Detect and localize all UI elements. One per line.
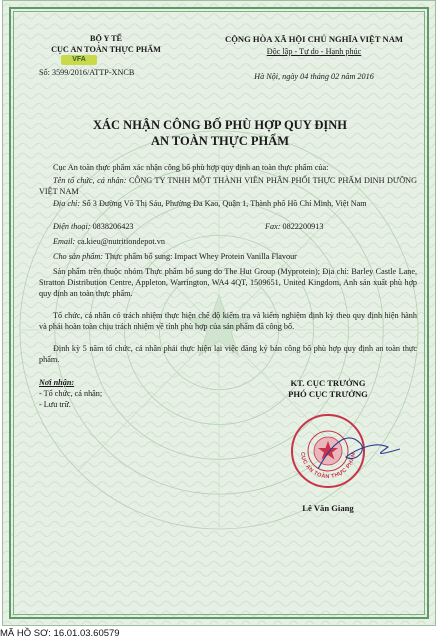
national-motto: Độc lập - Tự do - Hạnh phúc [266,47,362,56]
responsibility-paragraph: Tổ chức, cá nhân có trách nhiệm thực hiện chế độ kiểm tra và kiểm nghiệm định kỳ theo quy định hiện hành và phải hoàn toàn chịu trách nhiệm về tính phù hợp của sản phẩm đã công bố. [39,311,417,331]
product-label: Cho sản phẩm: [53,252,104,261]
fax-field [265,221,415,232]
certificate-document [2,0,436,626]
product-value: Thực phẩm bổ sung: Impact Whey Protein Vanilla Flavour [104,252,297,261]
email-field [39,236,417,247]
intro-text: Cục An toàn thực phẩm xác nhận công bố phù hợp quy định an toàn thực phẩm của: [53,163,329,172]
dossier-code: MÃ HỒ SƠ: 16.01.03.60579 [0,628,120,639]
recipients-label: Nơi nhận: [39,378,75,387]
vfa-logo [61,55,97,65]
recipient-item: - Tổ chức, cá nhân; [39,389,103,398]
renewal-paragraph: Định kỳ 5 năm tổ chức, cá nhân phải thực hiện lại việc đăng ký bản công bố phù hợp quy định an toàn thực phẩm. [39,344,417,364]
recipient-item: - Lưu trữ. [39,400,71,409]
place-and-date: Hà Nội, ngày 04 tháng 02 năm 2016 [254,72,374,81]
document-title: XÁC NHẬN CÔNG BỐ PHÙ HỢP QUY ĐỊNH [92,118,348,132]
republic-name: CỘNG HÒA XÃ HỘI CHỦ NGHĨA VIỆT NAM [224,34,404,44]
org-value: CÔNG TY TNHH MỘT THÀNH VIÊN PHÂN PHỐI THỰC PHẨM DINH DƯỠNG VIỆT NAM [39,176,418,196]
document-subtitle: AN TOÀN THỰC PHẨM [150,134,290,148]
email-value: ca.kieu@nutritiondepot.vn [77,237,165,246]
signer-role: KT. CỤC TRƯỞNG [290,378,366,388]
seal-text: CỤC AN TOÀN THỰC PHẨM [298,451,358,481]
fax-label: Fax: [265,222,281,231]
document-number: Số: 3599/2016/ATTP-XNCB [39,68,135,77]
product-field [39,251,417,262]
org-label: Tên tổ chức, cá nhân: [53,176,127,185]
signer-subrole: PHÓ CỤC TRƯỞNG [288,389,368,399]
ministry-name: BỘ Y TẾ [89,34,122,43]
address-label: Địa chỉ: [53,199,81,208]
phone-value: 0838206423 [92,222,134,231]
address-value: Số 3 Đường Võ Thị Sáu, Phường Đa Kao, Quận 1, Thành phố Hồ Chí Minh, Việt Nam [82,199,367,208]
fax-value: 0822200913 [282,222,324,231]
email-label: Email: [53,237,76,246]
address-field [39,198,417,209]
signer-name: Lê Văn Giang [302,503,354,513]
phone-label: Điện thoại: [53,222,91,231]
product-group-paragraph: Sản phẩm trên thuộc nhóm Thực phẩm bổ sung do The Hut Group (Myprotein); Địa chỉ: Barley Castle Lane, Stratton Distribution Centre, Appleton, Warrington, WA4 4QT, 1509651, United Kingdom, Anh sản xuất phù hợp quy định an toàn thực phẩm. [39,267,417,298]
organization-field [39,175,417,197]
logo-text: VFA [72,56,86,63]
official-seal [288,411,408,496]
department-name: CỤC AN TOÀN THỰC PHẨM [51,45,161,54]
